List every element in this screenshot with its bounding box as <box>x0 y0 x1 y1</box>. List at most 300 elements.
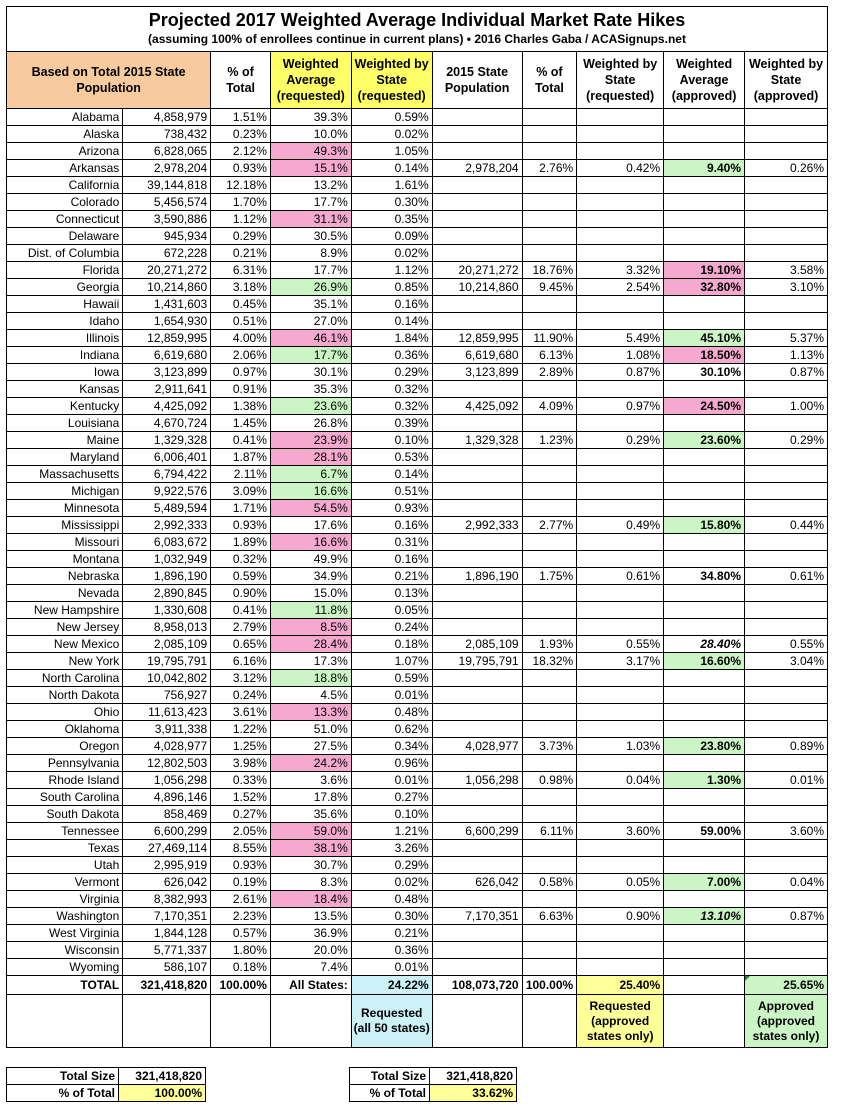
wbs-approved-cell[interactable]: 0.01% <box>745 772 828 789</box>
pct-total-2-cell[interactable]: 3.73% <box>522 738 577 755</box>
pct-total-2-cell[interactable] <box>522 313 577 330</box>
state-cell[interactable]: Wisconsin <box>7 942 123 959</box>
population-cell[interactable]: 6,619,680 <box>123 347 211 364</box>
population-cell[interactable]: 3,123,899 <box>123 364 211 381</box>
pct-total-cell[interactable]: 0.32% <box>211 551 271 568</box>
population-cell[interactable]: 4,670,724 <box>123 415 211 432</box>
note-empty-4[interactable] <box>270 995 351 1048</box>
total-pct-2[interactable]: 100.00% <box>522 976 577 995</box>
wbs-approved-cell[interactable] <box>745 245 828 262</box>
pct-total-2-cell[interactable] <box>522 806 577 823</box>
pct-total-2-cell[interactable] <box>522 942 577 959</box>
population-cell[interactable]: 1,844,128 <box>123 925 211 942</box>
wbs-requested-2-cell[interactable]: 0.87% <box>577 364 664 381</box>
wavg-approved-cell[interactable] <box>664 466 745 483</box>
pct-total-cell[interactable]: 0.93% <box>211 857 271 874</box>
state-pop-2-cell[interactable] <box>432 857 522 874</box>
state-cell[interactable]: Nevada <box>7 585 123 602</box>
population-cell[interactable]: 3,590,886 <box>123 211 211 228</box>
population-cell[interactable]: 2,992,333 <box>123 517 211 534</box>
wbs-approved-cell[interactable] <box>745 840 828 857</box>
pct-total-2-cell[interactable] <box>522 381 577 398</box>
total-empty-cell[interactable] <box>664 976 745 995</box>
wbs-requested-2-cell[interactable]: 3.17% <box>577 653 664 670</box>
pct-total-cell[interactable]: 2.79% <box>211 619 271 636</box>
state-cell[interactable]: Michigan <box>7 483 123 500</box>
population-cell[interactable]: 1,329,328 <box>123 432 211 449</box>
population-cell[interactable]: 5,456,574 <box>123 194 211 211</box>
wbs-requested-2-cell[interactable] <box>577 602 664 619</box>
wbs-approved-cell[interactable] <box>745 194 828 211</box>
pct-total-2-cell[interactable] <box>522 704 577 721</box>
wavg-requested-cell[interactable]: 18.4% <box>270 891 351 908</box>
wavg-requested-cell[interactable]: 38.1% <box>270 840 351 857</box>
wavg-requested-cell[interactable]: 15.0% <box>270 585 351 602</box>
wbs-approved-cell[interactable] <box>745 466 828 483</box>
wavg-approved-cell[interactable] <box>664 789 745 806</box>
wavg-approved-cell[interactable]: 23.80% <box>664 738 745 755</box>
wbs-requested-cell[interactable]: 0.30% <box>351 908 432 925</box>
population-cell[interactable]: 6,006,401 <box>123 449 211 466</box>
wbs-requested-2-cell[interactable] <box>577 840 664 857</box>
pct-total-2-cell[interactable]: 0.98% <box>522 772 577 789</box>
wbs-requested-cell[interactable]: 0.02% <box>351 245 432 262</box>
state-pop-2-cell[interactable]: 3,123,899 <box>432 364 522 381</box>
state-pop-2-cell[interactable] <box>432 840 522 857</box>
state-cell[interactable]: Georgia <box>7 279 123 296</box>
state-cell[interactable]: New Mexico <box>7 636 123 653</box>
state-pop-2-cell[interactable] <box>432 143 522 160</box>
wbs-requested-2-cell[interactable] <box>577 245 664 262</box>
wbs-approved-cell[interactable] <box>745 415 828 432</box>
pct-total-cell[interactable]: 1.52% <box>211 789 271 806</box>
note-empty-1[interactable] <box>7 995 123 1048</box>
population-cell[interactable]: 945,934 <box>123 228 211 245</box>
pct-total-2-cell[interactable] <box>522 857 577 874</box>
wbs-approved-cell[interactable] <box>745 857 828 874</box>
wbs-requested-2-cell[interactable] <box>577 211 664 228</box>
state-cell[interactable]: Indiana <box>7 347 123 364</box>
population-cell[interactable]: 20,271,272 <box>123 262 211 279</box>
state-pop-2-cell[interactable]: 7,170,351 <box>432 908 522 925</box>
wbs-requested-cell[interactable]: 0.34% <box>351 738 432 755</box>
state-cell[interactable]: South Carolina <box>7 789 123 806</box>
pct-total-2-cell[interactable] <box>522 602 577 619</box>
wbs-requested-2-cell[interactable] <box>577 228 664 245</box>
wavg-approved-cell[interactable] <box>664 857 745 874</box>
state-pop-2-cell[interactable] <box>432 296 522 313</box>
wbs-requested-cell[interactable]: 0.29% <box>351 857 432 874</box>
wavg-approved-cell[interactable]: 30.10% <box>664 364 745 381</box>
pct-total-2-cell[interactable] <box>522 466 577 483</box>
state-cell[interactable]: Hawaii <box>7 296 123 313</box>
wbs-requested-2-cell[interactable]: 0.29% <box>577 432 664 449</box>
population-cell[interactable]: 6,828,065 <box>123 143 211 160</box>
pct-total-2-cell[interactable] <box>522 789 577 806</box>
state-pop-2-cell[interactable] <box>432 194 522 211</box>
total-approved[interactable]: 25.65% <box>745 976 828 995</box>
state-cell[interactable]: Oklahoma <box>7 721 123 738</box>
wbs-requested-2-cell[interactable] <box>577 313 664 330</box>
wbs-requested-cell[interactable]: 0.32% <box>351 398 432 415</box>
wavg-approved-cell[interactable]: 15.80% <box>664 517 745 534</box>
state-cell[interactable]: Minnesota <box>7 500 123 517</box>
wbs-requested-cell[interactable]: 0.10% <box>351 432 432 449</box>
wbs-approved-cell[interactable] <box>745 925 828 942</box>
pct-total-cell[interactable]: 1.12% <box>211 211 271 228</box>
state-cell[interactable]: North Dakota <box>7 687 123 704</box>
wbs-requested-cell[interactable]: 1.61% <box>351 177 432 194</box>
wbs-requested-2-cell[interactable]: 3.32% <box>577 262 664 279</box>
pct-total-cell[interactable]: 0.27% <box>211 806 271 823</box>
wbs-approved-cell[interactable]: 0.61% <box>745 568 828 585</box>
pct-total-cell[interactable]: 8.55% <box>211 840 271 857</box>
population-cell[interactable]: 39,144,818 <box>123 177 211 194</box>
pct-total-cell[interactable]: 1.80% <box>211 942 271 959</box>
wavg-requested-cell[interactable]: 30.1% <box>270 364 351 381</box>
population-cell[interactable]: 19,795,791 <box>123 653 211 670</box>
summary-left-size[interactable]: 321,418,820 <box>119 1068 206 1085</box>
state-pop-2-cell[interactable]: 20,271,272 <box>432 262 522 279</box>
pct-total-2-cell[interactable] <box>522 126 577 143</box>
wavg-approved-cell[interactable]: 24.50% <box>664 398 745 415</box>
wbs-requested-2-cell[interactable]: 0.05% <box>577 874 664 891</box>
wbs-requested-2-cell[interactable] <box>577 534 664 551</box>
pct-total-2-cell[interactable] <box>522 245 577 262</box>
wavg-requested-cell[interactable]: 17.8% <box>270 789 351 806</box>
state-pop-2-cell[interactable] <box>432 721 522 738</box>
wbs-requested-2-cell[interactable] <box>577 449 664 466</box>
pct-total-2-cell[interactable] <box>522 585 577 602</box>
population-cell[interactable]: 4,858,979 <box>123 109 211 126</box>
wavg-requested-cell[interactable]: 23.6% <box>270 398 351 415</box>
population-cell[interactable]: 1,032,949 <box>123 551 211 568</box>
wbs-requested-cell[interactable]: 0.16% <box>351 517 432 534</box>
state-cell[interactable]: Virginia <box>7 891 123 908</box>
state-cell[interactable]: Massachusetts <box>7 466 123 483</box>
wbs-requested-2-cell[interactable] <box>577 704 664 721</box>
wavg-approved-cell[interactable]: 16.60% <box>664 653 745 670</box>
wbs-requested-cell[interactable]: 0.01% <box>351 687 432 704</box>
total-requested-all[interactable]: 24.22% <box>351 976 432 995</box>
wbs-approved-cell[interactable] <box>745 143 828 160</box>
pct-total-2-cell[interactable] <box>522 296 577 313</box>
pct-total-2-cell[interactable]: 4.09% <box>522 398 577 415</box>
wbs-approved-cell[interactable] <box>745 891 828 908</box>
header-pct-total[interactable]: % of Total <box>211 52 271 109</box>
wavg-requested-cell[interactable]: 13.2% <box>270 177 351 194</box>
population-cell[interactable]: 2,911,641 <box>123 381 211 398</box>
pct-total-cell[interactable]: 1.45% <box>211 415 271 432</box>
state-pop-2-cell[interactable] <box>432 891 522 908</box>
wbs-requested-2-cell[interactable]: 0.49% <box>577 517 664 534</box>
wavg-requested-cell[interactable]: 39.3% <box>270 109 351 126</box>
wbs-approved-cell[interactable] <box>745 296 828 313</box>
state-cell[interactable]: Colorado <box>7 194 123 211</box>
total-pop[interactable]: 321,418,820 <box>123 976 211 995</box>
wbs-requested-cell[interactable]: 0.59% <box>351 109 432 126</box>
wbs-requested-2-cell[interactable] <box>577 721 664 738</box>
pct-total-2-cell[interactable]: 1.93% <box>522 636 577 653</box>
wavg-approved-cell[interactable]: 1.30% <box>664 772 745 789</box>
wbs-requested-cell[interactable]: 1.21% <box>351 823 432 840</box>
wbs-approved-cell[interactable] <box>745 942 828 959</box>
note-empty-3[interactable] <box>211 995 271 1048</box>
wbs-requested-cell[interactable]: 0.14% <box>351 313 432 330</box>
wavg-requested-cell[interactable]: 26.8% <box>270 415 351 432</box>
header-state-pop[interactable]: 2015 State Population <box>432 52 522 109</box>
wavg-approved-cell[interactable] <box>664 313 745 330</box>
wbs-requested-2-cell[interactable] <box>577 925 664 942</box>
wbs-requested-cell[interactable]: 0.09% <box>351 228 432 245</box>
population-cell[interactable]: 12,802,503 <box>123 755 211 772</box>
wbs-requested-cell[interactable]: 0.93% <box>351 500 432 517</box>
state-pop-2-cell[interactable]: 6,600,299 <box>432 823 522 840</box>
summary-right-size-label[interactable]: Total Size <box>350 1068 430 1085</box>
wbs-approved-cell[interactable] <box>745 211 828 228</box>
state-cell[interactable]: Oregon <box>7 738 123 755</box>
wbs-requested-cell[interactable]: 0.85% <box>351 279 432 296</box>
wavg-requested-cell[interactable]: 16.6% <box>270 483 351 500</box>
wavg-approved-cell[interactable] <box>664 194 745 211</box>
wavg-requested-cell[interactable]: 4.5% <box>270 687 351 704</box>
wbs-requested-cell[interactable]: 0.48% <box>351 891 432 908</box>
wavg-approved-cell[interactable] <box>664 109 745 126</box>
wbs-requested-2-cell[interactable] <box>577 143 664 160</box>
wbs-approved-cell[interactable] <box>745 619 828 636</box>
pct-total-cell[interactable]: 0.29% <box>211 228 271 245</box>
summary-left-pct-label[interactable]: % of Total <box>7 1085 119 1102</box>
wbs-approved-cell[interactable] <box>745 806 828 823</box>
wbs-requested-2-cell[interactable] <box>577 500 664 517</box>
wavg-approved-cell[interactable] <box>664 211 745 228</box>
state-pop-2-cell[interactable]: 626,042 <box>432 874 522 891</box>
wbs-requested-2-cell[interactable] <box>577 806 664 823</box>
population-cell[interactable]: 8,958,013 <box>123 619 211 636</box>
pct-total-2-cell[interactable] <box>522 500 577 517</box>
wavg-approved-cell[interactable]: 23.60% <box>664 432 745 449</box>
wbs-requested-cell[interactable]: 0.21% <box>351 925 432 942</box>
population-cell[interactable]: 10,214,860 <box>123 279 211 296</box>
population-cell[interactable]: 756,927 <box>123 687 211 704</box>
state-cell[interactable]: Utah <box>7 857 123 874</box>
wbs-approved-cell[interactable] <box>745 177 828 194</box>
pct-total-2-cell[interactable] <box>522 194 577 211</box>
pct-total-cell[interactable]: 4.00% <box>211 330 271 347</box>
wavg-approved-cell[interactable] <box>664 721 745 738</box>
wbs-approved-cell[interactable] <box>745 585 828 602</box>
state-cell[interactable]: North Carolina <box>7 670 123 687</box>
wbs-approved-cell[interactable]: 0.89% <box>745 738 828 755</box>
wbs-requested-cell[interactable]: 1.07% <box>351 653 432 670</box>
wavg-requested-cell[interactable]: 10.0% <box>270 126 351 143</box>
total-label[interactable]: TOTAL <box>7 976 123 995</box>
wbs-approved-cell[interactable] <box>745 704 828 721</box>
pct-total-2-cell[interactable] <box>522 534 577 551</box>
wbs-requested-2-cell[interactable]: 2.54% <box>577 279 664 296</box>
wbs-requested-cell[interactable]: 0.53% <box>351 449 432 466</box>
wavg-requested-cell[interactable]: 35.1% <box>270 296 351 313</box>
state-cell[interactable]: Kentucky <box>7 398 123 415</box>
population-cell[interactable]: 858,469 <box>123 806 211 823</box>
wbs-requested-cell[interactable]: 0.35% <box>351 211 432 228</box>
pct-total-cell[interactable]: 0.51% <box>211 313 271 330</box>
wbs-requested-2-cell[interactable] <box>577 109 664 126</box>
wbs-approved-cell[interactable]: 1.00% <box>745 398 828 415</box>
state-pop-2-cell[interactable] <box>432 942 522 959</box>
state-pop-2-cell[interactable] <box>432 789 522 806</box>
wbs-approved-cell[interactable]: 3.60% <box>745 823 828 840</box>
wbs-approved-cell[interactable] <box>745 602 828 619</box>
wbs-approved-cell[interactable] <box>745 126 828 143</box>
wavg-approved-cell[interactable] <box>664 228 745 245</box>
pct-total-cell[interactable]: 0.41% <box>211 432 271 449</box>
state-pop-2-cell[interactable] <box>432 109 522 126</box>
state-cell[interactable]: Montana <box>7 551 123 568</box>
wavg-approved-cell[interactable]: 13.10% <box>664 908 745 925</box>
note-approved-approved[interactable]: Approved (approved states only) <box>745 995 828 1048</box>
wavg-approved-cell[interactable] <box>664 959 745 976</box>
pct-total-cell[interactable]: 0.97% <box>211 364 271 381</box>
wavg-requested-cell[interactable]: 49.9% <box>270 551 351 568</box>
wbs-requested-2-cell[interactable]: 0.97% <box>577 398 664 415</box>
wavg-requested-cell[interactable]: 59.0% <box>270 823 351 840</box>
wbs-requested-2-cell[interactable]: 0.42% <box>577 160 664 177</box>
wbs-approved-cell[interactable]: 1.13% <box>745 347 828 364</box>
wavg-approved-cell[interactable] <box>664 415 745 432</box>
wavg-requested-cell[interactable]: 46.1% <box>270 330 351 347</box>
state-pop-2-cell[interactable]: 6,619,680 <box>432 347 522 364</box>
pct-total-cell[interactable]: 1.22% <box>211 721 271 738</box>
state-pop-2-cell[interactable] <box>432 670 522 687</box>
wbs-requested-2-cell[interactable] <box>577 466 664 483</box>
state-pop-2-cell[interactable] <box>432 228 522 245</box>
state-pop-2-cell[interactable] <box>432 619 522 636</box>
pct-total-2-cell[interactable]: 0.58% <box>522 874 577 891</box>
wbs-requested-cell[interactable]: 0.02% <box>351 874 432 891</box>
wbs-requested-2-cell[interactable]: 0.61% <box>577 568 664 585</box>
wavg-approved-cell[interactable]: 19.10% <box>664 262 745 279</box>
wavg-approved-cell[interactable]: 32.80% <box>664 279 745 296</box>
wbs-requested-2-cell[interactable]: 1.08% <box>577 347 664 364</box>
state-cell[interactable]: Idaho <box>7 313 123 330</box>
state-cell[interactable]: Missouri <box>7 534 123 551</box>
pct-total-cell[interactable]: 0.23% <box>211 126 271 143</box>
wavg-requested-cell[interactable]: 6.7% <box>270 466 351 483</box>
wbs-requested-cell[interactable]: 0.62% <box>351 721 432 738</box>
pct-total-cell[interactable]: 0.19% <box>211 874 271 891</box>
state-cell[interactable]: Wyoming <box>7 959 123 976</box>
state-pop-2-cell[interactable]: 1,056,298 <box>432 772 522 789</box>
header-wavg-approved[interactable]: Weighted Average (approved) <box>664 52 745 109</box>
population-cell[interactable]: 1,896,190 <box>123 568 211 585</box>
state-pop-2-cell[interactable] <box>432 381 522 398</box>
pct-total-2-cell[interactable] <box>522 109 577 126</box>
wbs-requested-2-cell[interactable] <box>577 755 664 772</box>
population-cell[interactable]: 4,425,092 <box>123 398 211 415</box>
wbs-approved-cell[interactable] <box>745 755 828 772</box>
wavg-requested-cell[interactable]: 15.1% <box>270 160 351 177</box>
population-cell[interactable]: 672,228 <box>123 245 211 262</box>
wavg-requested-cell[interactable]: 11.8% <box>270 602 351 619</box>
all-states-label[interactable]: All States: <box>270 976 351 995</box>
pct-total-2-cell[interactable]: 1.75% <box>522 568 577 585</box>
note-empty-5[interactable] <box>432 995 522 1048</box>
wbs-requested-cell[interactable]: 0.36% <box>351 942 432 959</box>
state-pop-2-cell[interactable] <box>432 245 522 262</box>
state-pop-2-cell[interactable]: 4,425,092 <box>432 398 522 415</box>
wbs-requested-cell[interactable]: 0.29% <box>351 364 432 381</box>
state-pop-2-cell[interactable] <box>432 551 522 568</box>
wbs-requested-2-cell[interactable] <box>577 857 664 874</box>
state-pop-2-cell[interactable] <box>432 925 522 942</box>
state-cell[interactable]: Alaska <box>7 126 123 143</box>
pct-total-2-cell[interactable]: 18.32% <box>522 653 577 670</box>
wavg-requested-cell[interactable]: 26.9% <box>270 279 351 296</box>
wavg-requested-cell[interactable]: 30.7% <box>270 857 351 874</box>
wbs-requested-2-cell[interactable] <box>577 585 664 602</box>
pct-total-2-cell[interactable] <box>522 670 577 687</box>
summary-left-pct[interactable]: 100.00% <box>119 1085 206 1102</box>
state-cell[interactable]: New Hampshire <box>7 602 123 619</box>
state-pop-2-cell[interactable] <box>432 602 522 619</box>
population-cell[interactable]: 738,432 <box>123 126 211 143</box>
pct-total-2-cell[interactable]: 6.13% <box>522 347 577 364</box>
summary-right-size[interactable]: 321,418,820 <box>430 1068 517 1085</box>
pct-total-2-cell[interactable] <box>522 840 577 857</box>
state-pop-2-cell[interactable] <box>432 466 522 483</box>
state-cell[interactable]: Iowa <box>7 364 123 381</box>
wavg-requested-cell[interactable]: 24.2% <box>270 755 351 772</box>
pct-total-cell[interactable]: 0.90% <box>211 585 271 602</box>
wbs-requested-cell[interactable]: 0.13% <box>351 585 432 602</box>
pct-total-cell[interactable]: 3.98% <box>211 755 271 772</box>
state-pop-2-cell[interactable] <box>432 415 522 432</box>
state-pop-2-cell[interactable] <box>432 483 522 500</box>
pct-total-cell[interactable]: 2.06% <box>211 347 271 364</box>
pct-total-cell[interactable]: 1.38% <box>211 398 271 415</box>
wbs-requested-cell[interactable]: 0.02% <box>351 126 432 143</box>
wbs-approved-cell[interactable]: 3.04% <box>745 653 828 670</box>
wbs-approved-cell[interactable] <box>745 687 828 704</box>
state-pop-2-cell[interactable] <box>432 177 522 194</box>
population-cell[interactable]: 7,170,351 <box>123 908 211 925</box>
pct-total-2-cell[interactable]: 9.45% <box>522 279 577 296</box>
state-pop-2-cell[interactable]: 19,795,791 <box>432 653 522 670</box>
wbs-approved-cell[interactable] <box>745 670 828 687</box>
wavg-approved-cell[interactable] <box>664 143 745 160</box>
wavg-requested-cell[interactable]: 51.0% <box>270 721 351 738</box>
population-cell[interactable]: 1,056,298 <box>123 772 211 789</box>
wavg-approved-cell[interactable]: 34.80% <box>664 568 745 585</box>
wbs-requested-2-cell[interactable] <box>577 415 664 432</box>
state-pop-2-cell[interactable] <box>432 959 522 976</box>
wavg-requested-cell[interactable]: 49.3% <box>270 143 351 160</box>
population-cell[interactable]: 1,431,603 <box>123 296 211 313</box>
wavg-requested-cell[interactable]: 8.5% <box>270 619 351 636</box>
pct-total-cell[interactable]: 0.59% <box>211 568 271 585</box>
header-wavg-requested[interactable]: Weighted Average (requested) <box>270 52 351 109</box>
state-cell[interactable]: Vermont <box>7 874 123 891</box>
wbs-requested-cell[interactable]: 0.24% <box>351 619 432 636</box>
wavg-requested-cell[interactable]: 18.8% <box>270 670 351 687</box>
wavg-requested-cell[interactable]: 16.6% <box>270 534 351 551</box>
wavg-requested-cell[interactable]: 17.7% <box>270 347 351 364</box>
state-cell[interactable]: Mississippi <box>7 517 123 534</box>
wbs-approved-cell[interactable] <box>745 109 828 126</box>
population-cell[interactable]: 4,028,977 <box>123 738 211 755</box>
state-cell[interactable]: New York <box>7 653 123 670</box>
